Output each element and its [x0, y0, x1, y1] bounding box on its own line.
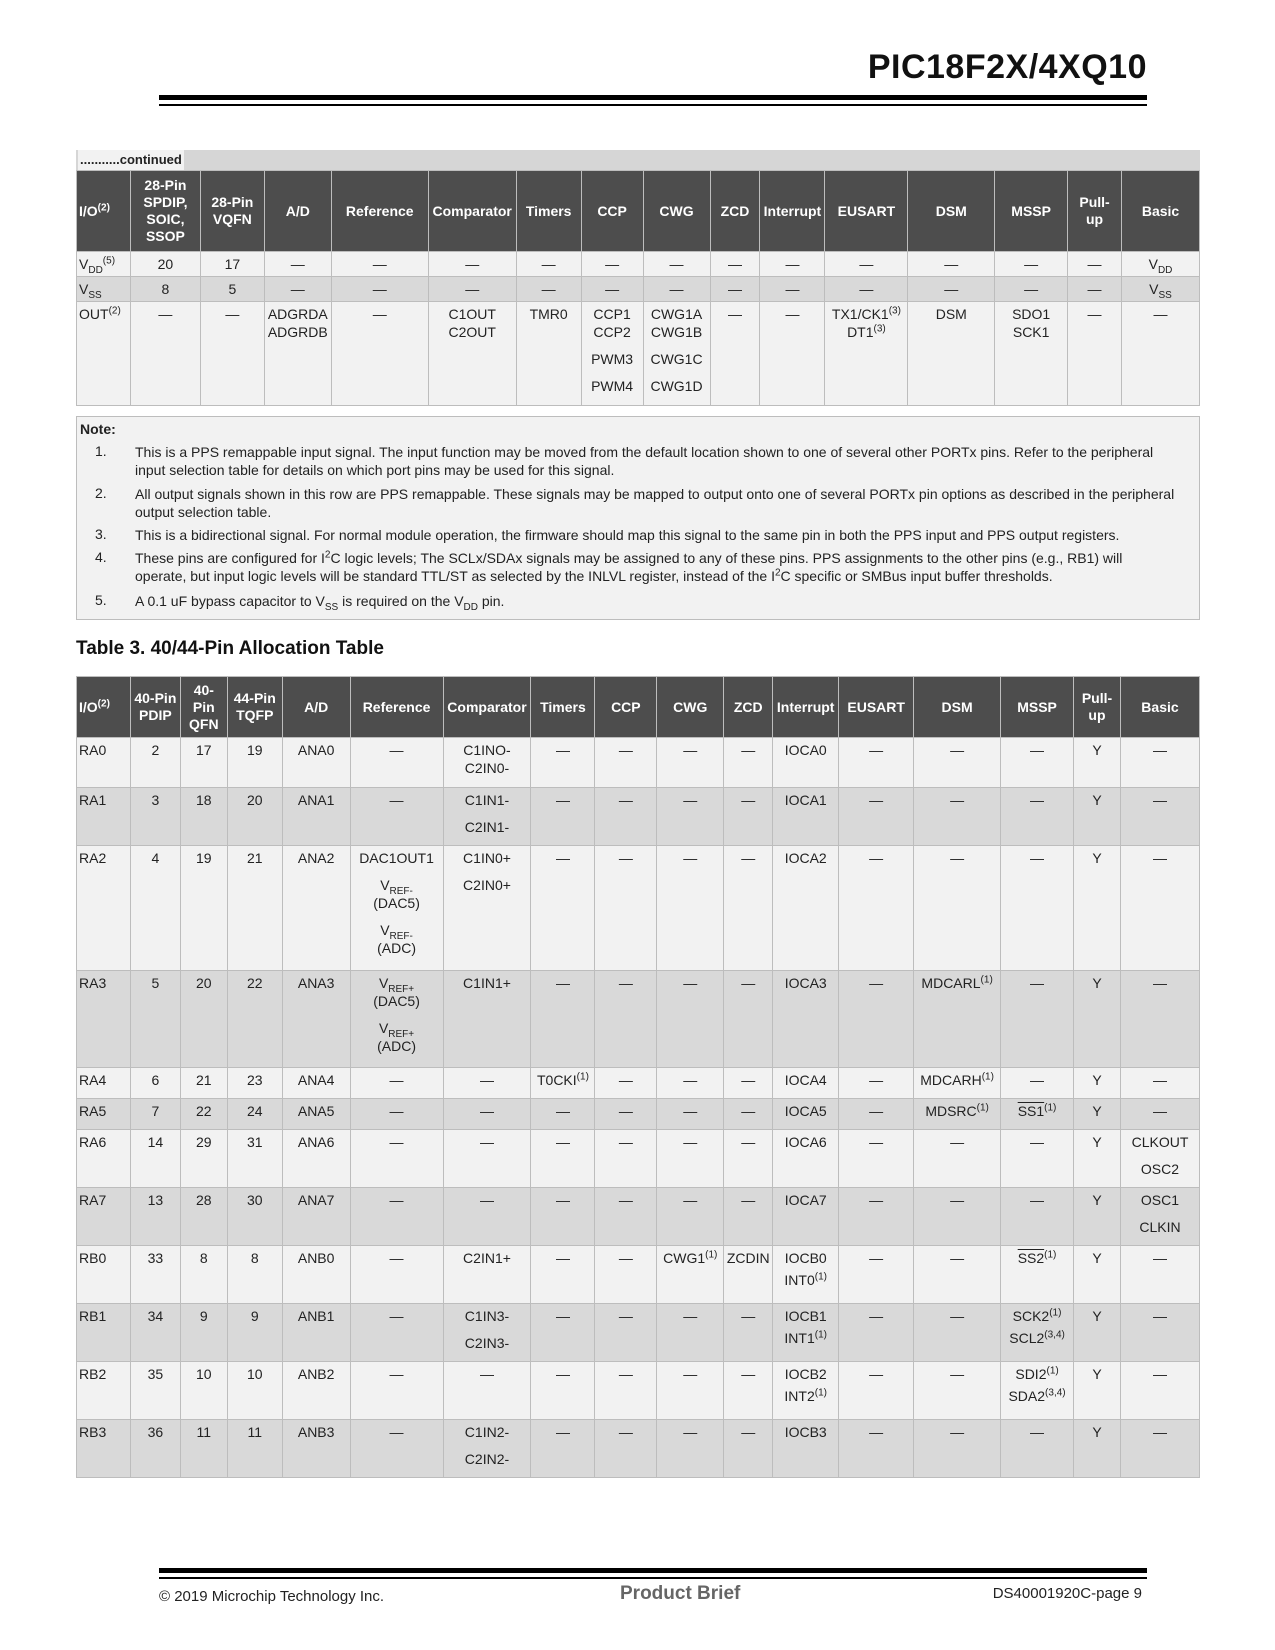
t3-header-reference: Reference	[350, 677, 443, 738]
header-pullup: Pull- up	[1068, 171, 1122, 252]
t3-header-timers: Timers	[531, 677, 595, 738]
table-row-rb3: RB3 36 11 11 ANB3 — C1IN2- C2IN2- — — — — IOCB3 — — — Y —	[77, 1420, 1200, 1478]
header-ccp: CCP	[581, 171, 643, 252]
footer-rule-thick	[159, 1568, 1147, 1573]
table3-title: Table 3. 40/44-Pin Allocation Table	[76, 638, 384, 659]
footer-rule-thin	[159, 1577, 1147, 1579]
header-vqfn: 28-Pin VQFN	[200, 171, 264, 252]
header-rule-thick	[159, 95, 1147, 100]
table-row-rb1: RB1 34 9 9 ANB1 — C1IN3- C2IN3- — — — — IOCB1 INT1$^{(1)}$ — — SCK2$^{(1)}$ SCL2$^{(3,4)}$ Y —	[77, 1304, 1200, 1362]
table-row-rb0: RB0 33 8 8 ANB0 — C2IN1+ — — CWG1$^{(1)}$ ZCDIN IOCB0 INT0$^{(1)}$ — — SS2$^{(1)}$ Y —	[77, 1246, 1200, 1304]
footer-doc-type: Product Brief	[620, 1583, 741, 1604]
notes-box: Note: 1. This is a PPS remappable input signal. The input function may be moved from the default location shown to one of several other PORTx pins. Refer to the peripheral input selection table for details on which port pins may be used for this signal. 2. All output signals shown in this row are PPS remappable. These signals may be mapped to output onto one of several PORTx pin options as described in the peripheral output selection table. 3. This is a bidirectional signal. For normal module operation, the firmware should map this signal to the same pin in both the PPS input and PPS output registers. 4. These pins are configured for $I^2C$ logic levels; The SCLx/SDAx signals may be assigned to any of these pins. PPS assignments to the other pins (e.g., RB1) will operate, but input logic levels will be standard TTL/ST as selected by the INLVL register, instead of the $I^2C$ specific or SMBus input buffer thresholds. 5. A 0.1 uF bypass capacitor to $V_{SS}$ is required on the $V_{DD}$ pin.	[76, 416, 1200, 620]
header-comparator: Comparator	[428, 171, 516, 252]
header-ad: A/D	[264, 171, 331, 252]
header-eusart: EUSART	[825, 171, 908, 252]
t3-header-cwg: CWG	[657, 677, 724, 738]
t3-header-comparator: Comparator	[443, 677, 531, 738]
table-row-ra0: RA0 2 17 19 ANA0 — C1INO- C2IN0- — — — — IOCA0 — — — Y —	[77, 738, 1200, 788]
header-cwg: CWG	[643, 171, 710, 252]
t3-header-basic: Basic	[1120, 677, 1199, 738]
t3-header-dsm: DSM	[914, 677, 1001, 738]
header-dsm: DSM	[908, 171, 995, 252]
t3-header-ccp: CCP	[595, 677, 657, 738]
page-header-title: PIC18F2X/4XQ10	[867, 48, 1147, 86]
header-timers: Timers	[516, 171, 581, 252]
t3-header-pullup: Pull- up	[1074, 677, 1121, 738]
t3-header-zcd: ZCD	[724, 677, 773, 738]
header-reference: Reference	[331, 171, 428, 252]
t3-header-ad: A/D	[282, 677, 350, 738]
table-row-ra2: RA2 4 19 21 ANA2 DAC1OUT1 $V_{REF-}$ (DAC5) $V_{REF-}$ (ADC) C1IN0+ C2IN0+ — — — — IOCA2 — — — Y —	[77, 846, 1200, 971]
table-row-out: OUT$^{(2)}$ — — ADGRDA ADGRDB — C1OUT C2OUT TMR0 CCP1 CCP2 PWM3 PWM4 CWG1A CWG1B CWG1C CWG1D — — TX1/CK1$^{(3)}$ DT1$^{(3)}$ DSM SDO1 SCK1 — —	[77, 302, 1200, 406]
header-mssp: MSSP	[995, 171, 1068, 252]
continued-pin-table	[76, 170, 1200, 406]
header-rule-thin	[159, 104, 1147, 106]
table-row-ra3: RA3 5 20 22 ANA3 $V_{REF+}$ (DAC5) $V_{REF+}$ (ADC) C1IN1+ — — — — IOCA3 — MDCARL$^{(1)}$ — Y —	[77, 971, 1200, 1068]
footer-page-number: DS40001920C-page 9	[992, 1585, 1142, 1602]
t3-header-mssp: MSSP	[1001, 677, 1074, 738]
t3-header-pdip: 40-Pin PDIP	[130, 677, 180, 738]
table-row-vdd: $V_{DD}^{(5)}$ 20 17 — — — — — — — — — — — — $V_{DD}$	[77, 252, 1200, 277]
table-row-vss: $V_{SS}$ 8 5 — — — — — — — — — — — — $V_{SS}$	[77, 277, 1200, 302]
t3-header-tqfp: 44-Pin TQFP	[227, 677, 282, 738]
table-row-ra6: RA6 14 29 31 ANA6 — — — — — — IOCA6 — — — Y CLKOUT OSC2	[77, 1130, 1200, 1188]
notes-title: Note:	[80, 421, 116, 437]
t3-header-io: $I/O^{(2)}$	[77, 677, 131, 738]
continued-label: ...........continued	[76, 150, 1200, 170]
t3-header-interrupt: Interrupt	[773, 677, 839, 738]
header-28pin: 28-Pin SPDIP, SOIC, SSOP	[130, 171, 200, 252]
header-basic: Basic	[1122, 171, 1200, 252]
t3-header-qfn: 40- Pin QFN	[180, 677, 227, 738]
header-zcd: ZCD	[710, 171, 760, 252]
pin-allocation-table	[76, 676, 1200, 1478]
table-row-ra1: RA1 3 18 20 ANA1 — C1IN1- C2IN1- — — — — IOCA1 — — — Y —	[77, 788, 1200, 846]
footer-copyright: © 2019 Microchip Technology Inc.	[159, 1588, 385, 1605]
table-row-ra4: RA4 6 21 23 ANA4 — — T0CKI$^{(1)}$ — — — IOCA4 — MDCARH$^{(1)}$ — Y —	[77, 1068, 1200, 1099]
header-interrupt: Interrupt	[760, 171, 825, 252]
header-io: $I/O^{(2)}$	[77, 171, 131, 252]
table-row-rb2: RB2 35 10 10 ANB2 — — — — — — IOCB2 INT2$^{(1)}$ — — SDI2$^{(1)}$ SDA2$^{(3,4)}$ Y —	[77, 1362, 1200, 1420]
table-row-ra5: RA5 7 22 24 ANA5 — — — — — — IOCA5 — MDSRC$^{(1)}$ SS1$^{(1)}$ Y —	[77, 1099, 1200, 1130]
table-row-ra7: RA7 13 28 30 ANA7 — — — — — — IOCA7 — — — Y OSC1 CLKIN	[77, 1188, 1200, 1246]
t3-header-eusart: EUSART	[839, 677, 914, 738]
